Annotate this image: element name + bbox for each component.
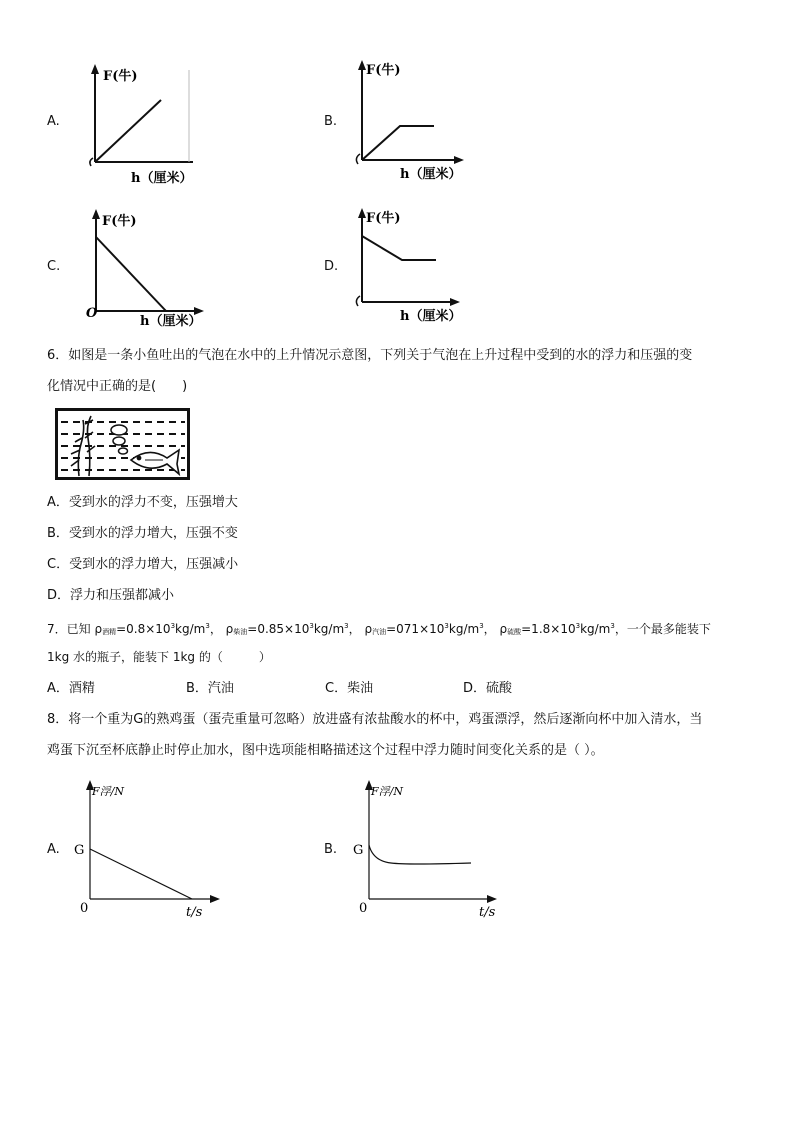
q8-b-g-label: G [353, 843, 364, 858]
q8-stem-line2: 鸡蛋下沉至杯底静止时停止加水，图中选项能相略描述这个过程中浮力随时间变化关系的是（ ）。 [47, 743, 604, 758]
q7-option-a: A．酒精 [47, 681, 95, 696]
fish-bubble-illustration [55, 408, 190, 480]
q5-c-origin: O [86, 306, 98, 321]
q6-stem-line2: 化情况中正确的是( ) [47, 379, 188, 394]
q8-stem-line1: 8．将一个重为G的熟鸡蛋（蛋壳重量可忽略）放进盛有浓盐酸水的杯中，鸡蛋漂浮，然后逐渐向杯中加入清水，当 [47, 712, 703, 727]
q5-c-ylabel: F(牛) [102, 214, 137, 229]
q5-a-ylabel: F(牛) [103, 69, 138, 84]
q5-graph-b [352, 58, 472, 188]
q5-option-d-letter: D. [324, 259, 339, 274]
q5-graph-c [84, 207, 214, 332]
q7-option-b: B．汽油 [186, 681, 234, 696]
q8-b-xlabel: t/s [479, 905, 496, 920]
q8-b-ylabel: F浮/N [371, 785, 403, 798]
q5-graph-a [85, 62, 205, 192]
q8-a-xlabel: t/s [186, 905, 203, 920]
q5-a-xlabel: h（厘米） [131, 171, 193, 186]
q6-option-a: A．受到水的浮力不变，压强增大 [47, 495, 238, 510]
q8-b-origin: 0 [359, 901, 368, 916]
q6-option-b: B．受到水的浮力增大，压强不变 [47, 526, 238, 541]
q5-option-a-letter: A. [47, 114, 60, 129]
q5-option-b-letter: B. [324, 114, 338, 129]
q5-c-xlabel: h（厘米） [140, 314, 202, 329]
q8-graph-a [70, 775, 240, 925]
q8-graph-b [347, 775, 517, 925]
q5-b-ylabel: F(牛) [366, 63, 401, 78]
q5-b-xlabel: h（厘米） [400, 167, 462, 182]
q7-stem-line1: 7．已知 $\rho_{酒精}=0.8\times 10^3kg/m^3$， $\rho_{柴油}=0.85\times 10^3kg/m^3$， $\rho_{汽油}=071\times 10^3kg/m^3$， $\rho_{硫酸}=1.8\times 10^3kg/m^3$，一个最多能装下 [47, 622, 711, 636]
q6-stem-line1: 6．如图是一条小鱼吐出的气泡在水中的上升情况示意图，下列关于气泡在上升过程中受到的水的浮力和压强的变 [47, 348, 693, 363]
q5-graph-d [352, 206, 472, 331]
q8-a-origin: 0 [80, 901, 89, 916]
q8-a-ylabel: F浮/N [92, 785, 124, 798]
q8-option-a-letter: A. [47, 842, 60, 857]
q6-option-d: D．浮力和压强都减小 [47, 588, 175, 603]
q8-a-g-label: G [74, 843, 85, 858]
q7-prefix: 7．已知 [47, 622, 91, 636]
q7-stem-line2: 1kg 水的瓶子，能装下 1kg 的（ ） [47, 650, 271, 664]
q5-d-xlabel: h（厘米） [400, 309, 462, 324]
q7-option-d: D．硫酸 [463, 681, 513, 696]
q5-option-c-letter: C. [47, 259, 61, 274]
q6-option-c: C．受到水的浮力增大，压强减小 [47, 557, 239, 572]
q7-option-c: C．柴油 [325, 681, 374, 696]
q8-option-b-letter: B. [324, 842, 338, 857]
q5-d-ylabel: F(牛) [366, 211, 401, 226]
